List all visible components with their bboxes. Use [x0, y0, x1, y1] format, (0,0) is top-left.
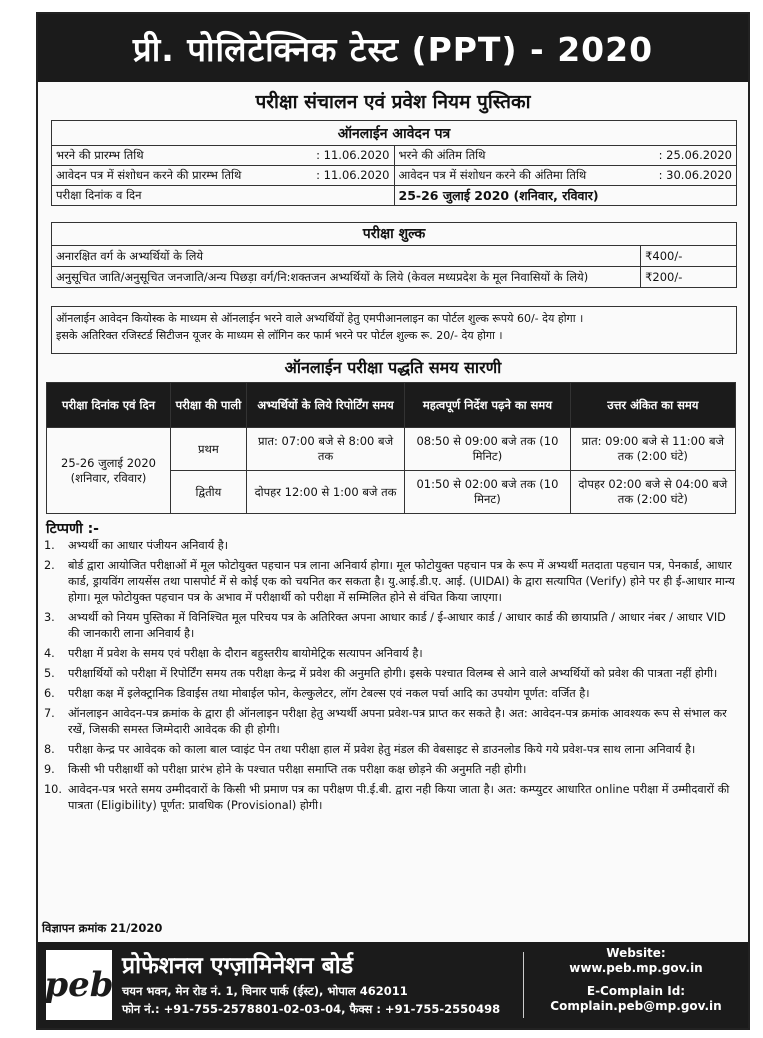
exam-date-value: 25-26 जुलाई 2020 (शनिवार, रविवार): [394, 186, 737, 206]
list-item: [44, 666, 738, 682]
online-form-table: [51, 120, 737, 206]
start-date-cell: [52, 146, 395, 166]
correction-last-cell: [394, 166, 737, 186]
list-item: [44, 558, 738, 606]
rule-text: परीक्षा केन्द्र पर आवेदक को काला बाल प्वाइंट पेन तथा परीक्षा हाल में प्रवेश हेतु मंडल की वेबसाइट से डाउनलोड किये गये प्रवेश-पत्र साथ लाना अनिवार्य है।: [68, 743, 696, 756]
rule-number: 10.: [44, 783, 62, 796]
page-title-banner: [38, 14, 748, 82]
fee-heading: परीक्षा शुल्क: [51, 222, 737, 246]
schedule-header: परीक्षा दिनांक एवं दिन: [47, 383, 171, 428]
schedule-instructions: 08:50 से 09:00 बजे तक (10 मिनिट): [405, 428, 570, 471]
list-item: [44, 610, 738, 642]
footer-divider: [523, 952, 524, 1018]
last-date-cell: [394, 146, 737, 166]
page-subtitle: परीक्षा संचालन एवं प्रवेश नियम पुस्तिका: [255, 91, 531, 113]
rule-number: 6.: [44, 687, 55, 700]
phone-line: फोन नं.: +91-755-2578801-02-03-04, फैक्स : +91-755-2550498: [122, 1002, 501, 1016]
fee-row: [52, 246, 737, 267]
fee-label: अनारक्षित वर्ग के अभ्यर्थियों के लिये: [52, 246, 641, 267]
rule-number: 9.: [44, 763, 55, 776]
schedule-instructions: 01:50 से 02:00 बजे तक (10 मिनट): [405, 471, 570, 514]
website-link[interactable]: www.peb.mp.gov.in: [569, 961, 703, 975]
rule-number: 7.: [44, 707, 55, 720]
last-date-value: : 25.06.2020: [658, 148, 732, 162]
rule-number: 4.: [44, 647, 55, 660]
schedule-title: ऑनलाईन परीक्षा पद्धति समय सारणी: [284, 358, 502, 377]
correction-start-cell: [52, 166, 395, 186]
rule-number: 8.: [44, 743, 55, 756]
schedule-reporting: दोपहर 12:00 से 1:00 बजे तक: [246, 471, 404, 514]
footer: [38, 942, 748, 1028]
rule-text: परीक्षा कक्ष में इलेक्ट्रानिक डिवाईस तथा मोबाईल फोन, केल्कुलेटर, लॉग टेबल्स एवं नकल पर्चा आदि का उपयोग पूर्णत: वर्जित है।: [68, 687, 590, 700]
schedule-shift: द्वितीय: [171, 471, 247, 514]
schedule-answer: प्रात: 09:00 बजे से 11:00 बजे तक (2:00 घंटे): [570, 428, 735, 471]
rule-text: अभ्यर्थी को नियम पुस्तिका में विनिश्चित मूल परिचय पत्र के अतिरिक्त अपना आधार कार्ड / ई-आधार कार्ड / आधार कार्ड की छायाप्रति / आधार नंबर / आधार VID की जानकारी लाना अनिवार्य है।: [68, 611, 726, 640]
rule-text: आवेदन-पत्र भरते समय उम्मीदवारों के किसी भी प्रमाण पत्र का परीक्षण पी.ई.बी. द्वारा नही किया जाता है। अत: कम्प्युटर आधारित online परीक्षा में उम्मीदवारों की पात्रता (Eligibility) पूर्णत: प्रावधिक (Provisional) होगी।: [68, 783, 730, 812]
fee-label: अनुसूचित जाति/अनुसूचित जनजाति/अन्य पिछड़ा वर्ग/नि:शक्तजन अभ्यर्थियों के लिये (केवल मध्यप्रदेश के मूल निवासियों के लिये): [52, 267, 641, 288]
fee-table: [51, 245, 737, 288]
website-label: Website:: [606, 946, 666, 960]
list-item: [44, 706, 738, 738]
portal-fee-note: [51, 306, 737, 354]
schedule-answer: दोपहर 02:00 बजे से 04:00 बजे तक (2:00 घंटे): [570, 471, 735, 514]
schedule-header: महत्वपूर्ण निर्देश पढ़ने का समय: [405, 383, 570, 428]
portal-fee-note-2: इसके अतिरिक्त रजिस्टर्ड सिटीजन यूजर के माध्यम से लॉगिन कर फार्म भरने पर पोर्टल शुल्क रू. 20/- देय होगा ।: [56, 329, 503, 342]
rule-text: अभ्यर्थी का आधार पंजीयन अनिवार्य है।: [68, 539, 229, 552]
advertisement-number: विज्ञापन क्रमांक 21/2020: [42, 921, 163, 935]
schedule-header: अभ्यर्थियों के लिये रिपोर्टिंग समय: [246, 383, 404, 428]
schedule-shift: प्रथम: [171, 428, 247, 471]
correction-last-label: आवेदन पत्र में संशोधन करने की अंतिमा तिथि: [398, 168, 587, 182]
peb-logo: peb: [46, 950, 112, 1020]
correction-start-value: : 11.06.2020: [316, 168, 390, 182]
list-item: [44, 538, 738, 554]
schedule-header: उत्तर अंकित का समय: [570, 383, 735, 428]
rule-text: बोर्ड द्वारा आयोजित परीक्षाओं में मूल फोटोयुक्त पहचान पत्र लाना अनिवार्य होगा। मूल फोटोयुक्त पहचान पत्र के रूप में अभ्यर्थी मतदाता पहचान पत्र, पेनकार्ड, आधार कार्ड, ड्रायविंग लायसेंस तथा पासपोर्ट में से कोई एक को चयनित कर सकता है। यु.आई.डी.ए. आई. (UIDAI) के द्वारा सत्यापित (Verify) होने पर ही ई-आधार मान्य होगा। मूल फोटोयुक्त पहचान पत्र के अभाव में परीक्षार्थी को परीक्षा में सम्मिलित होने से वंचित किया जाएगा।: [68, 559, 735, 604]
rule-text: परीक्षार्थियों को परीक्षा में रिपोर्टिंग समय तक परीक्षा केन्द्र में प्रवेश की अनुमति होगी। इसके पश्चात विलम्ब से आने वाले अभ्यर्थियों को प्रवेश की पात्रता नहीं होगी।: [68, 667, 718, 680]
notes-heading: टिप्पणी :-: [46, 521, 99, 537]
rule-text: किसी भी परीक्षार्थी को परीक्षा प्रारंभ होने के पश्चात परीक्षा समाप्ति तक परीक्षा कक्ष छोड़ने की अनुमति नही होगी।: [68, 763, 527, 776]
list-item: [44, 686, 738, 702]
board-address: [122, 982, 500, 1018]
correction-start-label: आवेदन पत्र में संशोधन करने की प्रारम्भ तिथि: [56, 168, 242, 182]
list-item: [44, 646, 738, 662]
rule-number: 3.: [44, 611, 55, 624]
fee-row: [52, 267, 737, 288]
board-name: प्रोफेशनल एग्ज़ामिनेशन बोर्ड: [122, 953, 354, 979]
start-date-value: : 11.06.2020: [316, 148, 390, 162]
list-item: [44, 782, 738, 814]
fee-amount: ₹400/-: [641, 246, 737, 267]
start-date-label: भरने की प्रारम्भ तिथि: [56, 148, 144, 162]
address-line: चयन भवन, मेन रोड नं. 1, चिनार पार्क (ईस्ट), भोपाल 462011: [122, 984, 408, 998]
schedule-table: [46, 382, 736, 514]
rule-number: 5.: [44, 667, 55, 680]
notice-page: [36, 12, 750, 1030]
schedule-reporting: प्रात: 07:00 बजे से 8:00 बजे तक: [246, 428, 404, 471]
complain-label: E-Complain Id:: [586, 984, 686, 998]
rule-number: 2.: [44, 559, 55, 572]
page-title: प्री. पोलिटेक्निक टेस्ट (PPT) - 2020: [132, 29, 654, 69]
complain-email-link[interactable]: Complain.peb@mp.gov.in: [550, 999, 722, 1013]
list-item: [44, 742, 738, 758]
last-date-label: भरने की अंतिम तिथि: [398, 148, 486, 162]
rule-text: परीक्षा में प्रवेश के समय एवं परीक्षा के दौरान बहुस्तरीय बायोमेट्रिक सत्यापन अनिवार्य है।: [68, 647, 423, 660]
exam-date-label: परीक्षा दिनांक व दिन: [52, 186, 395, 206]
correction-last-value: : 30.06.2020: [658, 168, 732, 182]
schedule-date: 25-26 जुलाई 2020 (शनिवार, रविवार): [47, 428, 171, 514]
schedule-row: [47, 428, 736, 471]
portal-fee-note-1: ऑनलाईन आवेदन कियोस्क के माध्यम से ऑनलाईन भरने वाले अभ्यर्थियों हेतु एमपीआनलाइन का पोर्टल शुल्क रूपये 60/- देय होगा ।: [56, 312, 584, 325]
rule-text: ऑनलाइन आवेदन-पत्र क्रमांक के द्वारा ही ऑनलाइन परीक्षा हेतु अभ्यर्थी अपना प्रवेश-पत्र प्राप्त कर सकते है। अत: आवेदन-पत्र क्रमांक आवश्यक रूप से संभाल कर रखें, जिसकी समस्त जिम्मेदारी आवेदक की ही होगी।: [68, 707, 727, 736]
list-item: [44, 762, 738, 778]
fee-amount: ₹200/-: [641, 267, 737, 288]
contact-block: [528, 946, 744, 1014]
schedule-header: परीक्षा की पाली: [171, 383, 247, 428]
rule-number: 1.: [44, 539, 55, 552]
online-form-heading: ऑनलाईन आवेदन पत्र: [52, 121, 737, 146]
rules-list: [44, 538, 738, 818]
